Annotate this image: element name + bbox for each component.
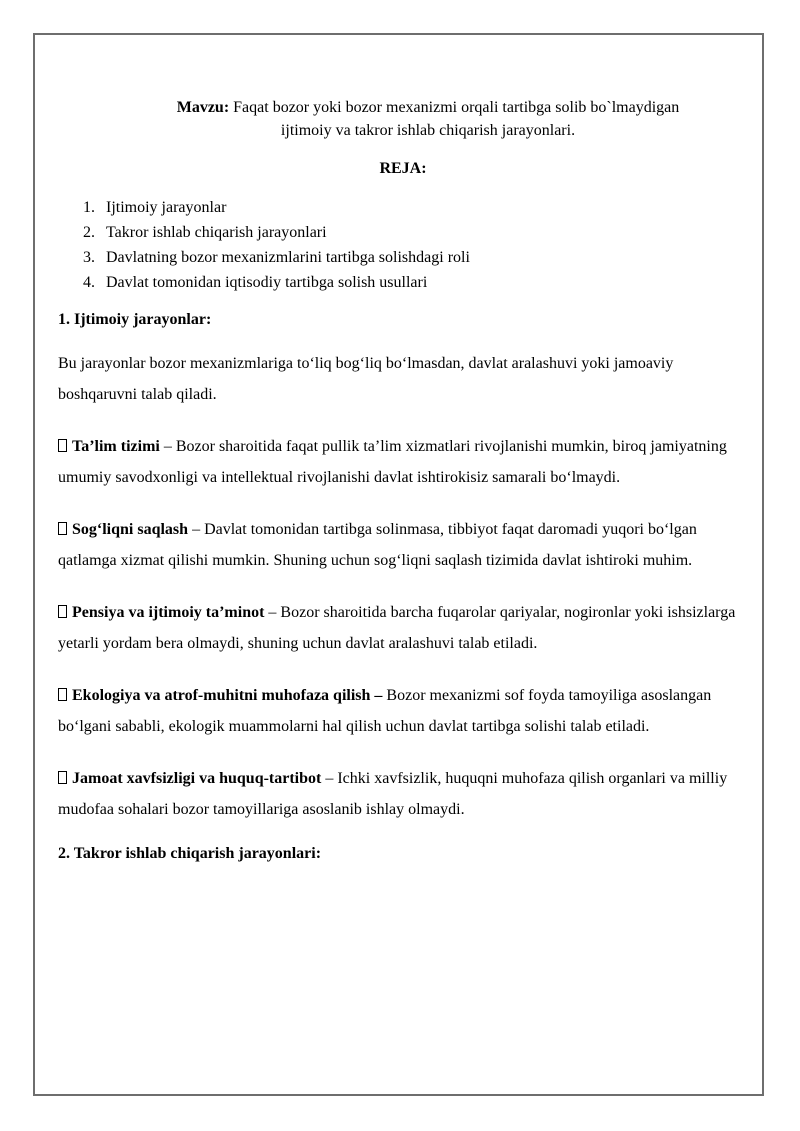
document-body [58,96,748,865]
plan-item-number: 1. [83,199,95,216]
section-heading: 1. Ijtimoiy jarayonlar: [58,311,212,328]
plan-item-number: 2. [83,224,95,241]
checkbox-bullet-icon [58,771,67,784]
plan-item [58,195,748,220]
plan-item-text: Ijtimoiy jarayonlar [106,199,227,216]
plan-list [58,195,748,295]
item-term: Jamoat xavfsizligi va huquq-tartibot [72,770,322,787]
section-intro: Bu jarayonlar bozor mexanizmlariga to‘liq bog‘liq bo‘lmasdan, davlat aralashuvi yoki jamoaviy boshqaruvni talab qiladi. [58,355,674,403]
topic-label: Mavzu: [176,99,230,116]
plan-item [58,270,748,295]
plan-item [58,220,748,245]
paragraph-education [58,431,748,493]
section-heading: 2. Takror ishlab chiqarish jarayonlari: [58,845,322,862]
topic-text-line2: ijtimoiy va takror ishlab chiqarish jarayonlari. [280,122,576,139]
item-term: Ta’lim tizimi [72,438,160,455]
plan-heading: REJA: [379,160,427,177]
item-text: Bozor sharoitida barcha fuqarolar qariyalar, nogironlar yoki ishsizlarga yetarli yordam bera olmaydi, shuning uchun davlat aralashuvi talab etiladi. [58,604,736,652]
plan-item [58,245,748,270]
paragraph-security [58,763,748,825]
item-text: Davlat tomonidan tartibga solinmasa, tibbiyot faqat daromadi yuqori bo‘lgan qatlamga xizmat qilishi mumkin. Shuning uchun sog‘liqni saqlash tizimida davlat ishtiroki muhim. [58,521,697,569]
item-text: Bozor sharoitida faqat pullik ta’lim xizmatlari rivojlanishi mumkin, biroq jamiyatning umumiy savodxonligi va intellektual rivojlanishi davlat ishtirokisiz samarali bo‘lmaydi. [58,438,727,486]
item-text: Ichki xavfsizlik, huquqni muhofaza qilish organlari va milliy mudofaa sohalari bozor tamoyillariga asoslanib ishlay olmaydi. [58,770,728,818]
topic-heading [58,96,748,142]
checkbox-bullet-icon [58,688,67,701]
item-term: Pensiya va ijtimoiy ta’minot [72,604,265,621]
plan-item-text: Takror ishlab chiqarish jarayonlari [106,224,327,241]
item-dash: – [264,604,281,621]
checkbox-bullet-icon [58,522,67,535]
checkbox-bullet-icon [58,439,67,452]
plan-item-text: Davlat tomonidan iqtisodiy tartibga solish usullari [106,274,428,291]
plan-item-text: Davlatning bozor mexanizmlarini tartibga solishdagi roli [106,249,470,266]
item-term: Sog‘liqni saqlash [72,521,189,538]
plan-item-number: 4. [83,274,95,291]
item-text: Bozor mexanizmi sof foyda tamoyiliga asoslangan bo‘lgani sababli, ekologik muammolarni hal qilish uchun davlat tartibga solishi talab etiladi. [58,687,712,735]
item-dash: – [159,438,176,455]
item-term: Ekologiya va atrof-muhitni muhofaza qilish – [72,687,383,704]
item-dash: – [188,521,205,538]
checkbox-bullet-icon [58,605,67,618]
paragraph-ecology [58,680,748,742]
item-dash: – [321,770,338,787]
paragraph-pension [58,597,748,659]
paragraph-healthcare [58,514,748,576]
plan-item-number: 3. [83,249,95,266]
topic-text-line1: Faqat bozor yoki bozor mexanizmi orqali tartibga solib bo`lmaydigan [229,99,680,116]
